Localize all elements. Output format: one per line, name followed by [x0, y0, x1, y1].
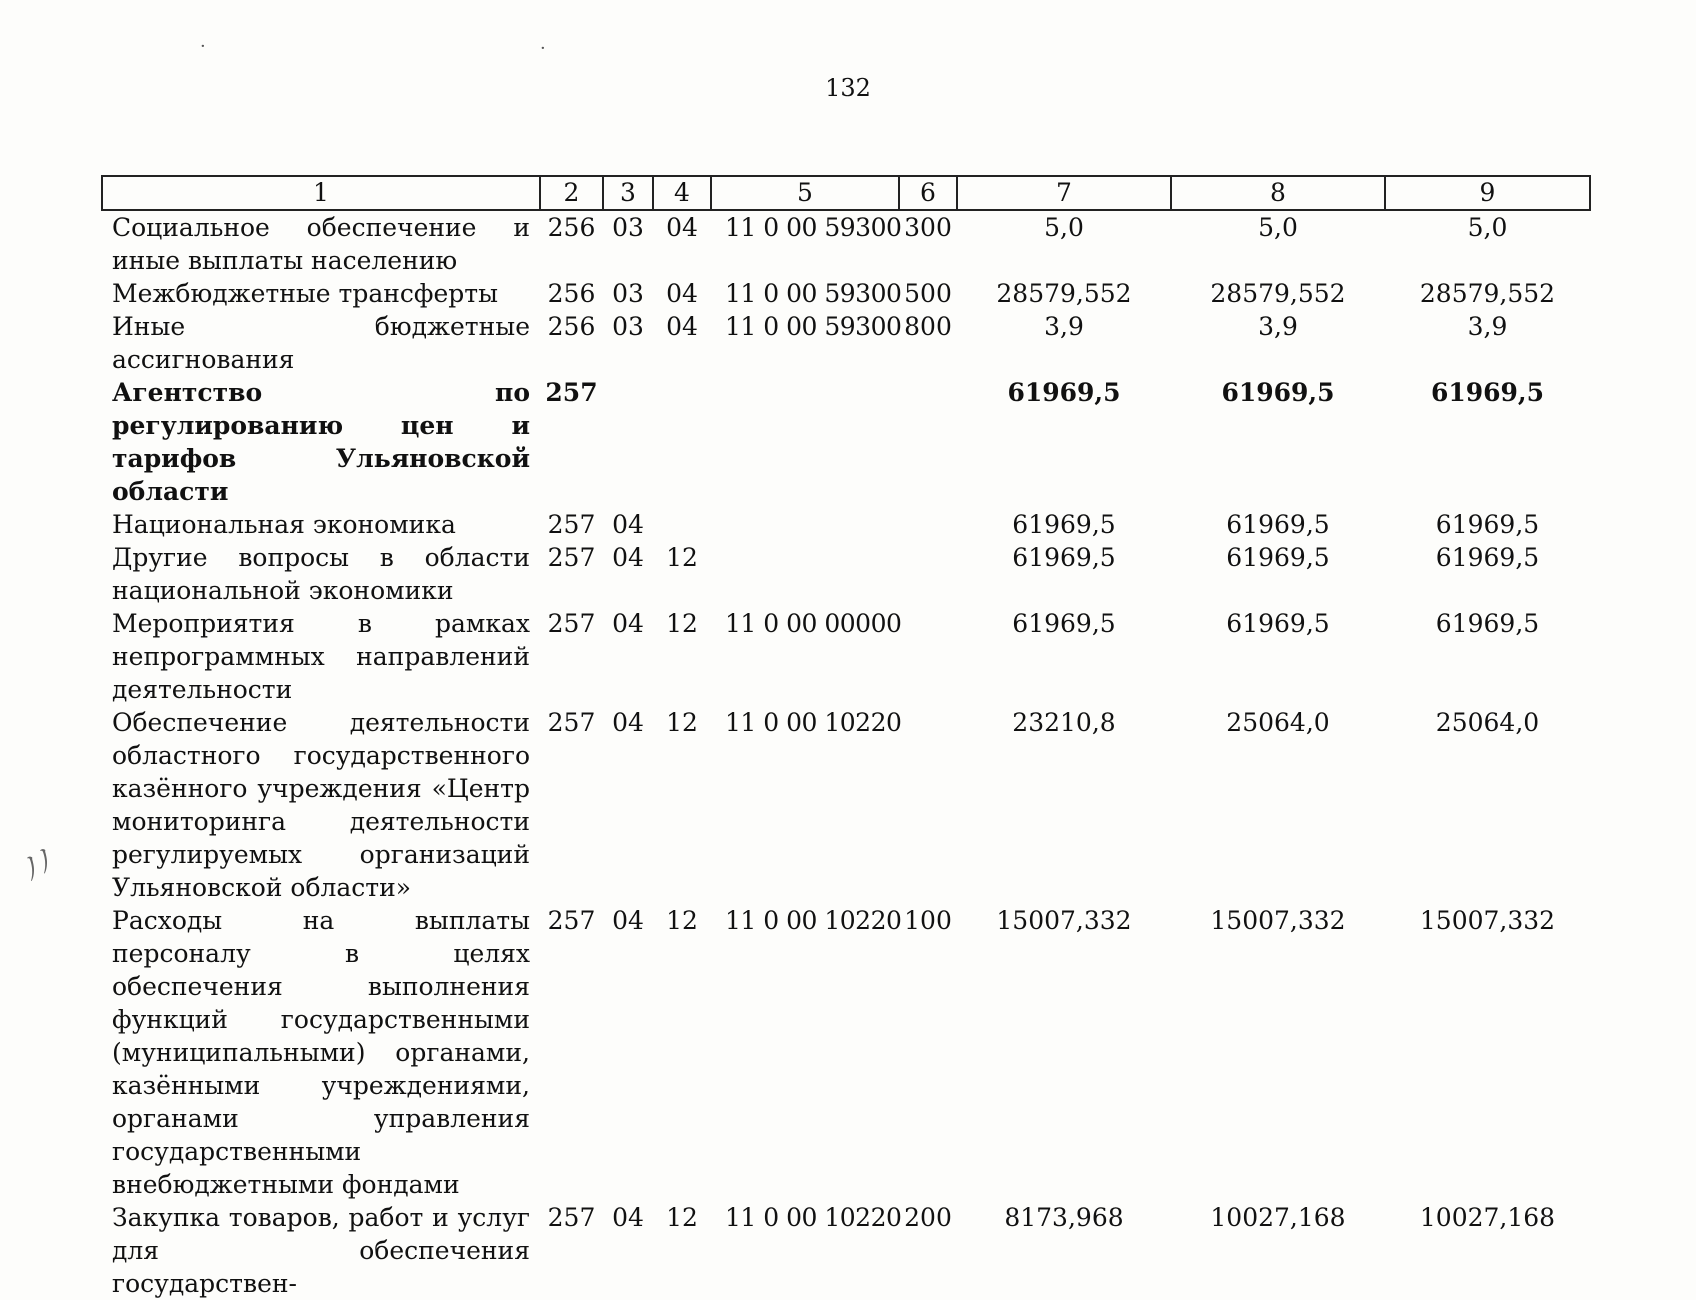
- amount-cell: 61969,5: [1226, 510, 1330, 539]
- page-number: 132: [825, 74, 871, 102]
- target-article-cell: 11 0 00 59300: [725, 213, 902, 242]
- code-cell: 257: [547, 609, 596, 638]
- table-row: [102, 607, 1590, 706]
- section-cell: [603, 376, 653, 508]
- section-cell: 04: [612, 609, 644, 638]
- amount-cell: 61969,5: [1435, 543, 1540, 572]
- code-cell: 256: [547, 213, 596, 242]
- column-header: 6: [899, 176, 957, 210]
- table-body: [102, 210, 1590, 1300]
- row-name-cell: Национальная экономика: [112, 510, 456, 539]
- subsection-cell: 12: [666, 708, 698, 737]
- subsection-cell: 04: [666, 279, 698, 308]
- column-header: 2: [540, 176, 603, 210]
- amount-cell: 61969,5: [1226, 609, 1330, 638]
- subsection-cell: 12: [666, 906, 698, 935]
- amount-cell: 28579,552: [996, 279, 1132, 308]
- table-row: [102, 1201, 1590, 1300]
- amount-cell: 23210,8: [1012, 708, 1116, 737]
- expense-type-cell: [899, 376, 957, 508]
- expense-type-cell: [899, 706, 957, 904]
- expense-type-cell: [899, 541, 957, 607]
- row-name-cell: Социальное обеспечение и иные выплаты населению: [112, 213, 530, 275]
- row-name-cell: Иные бюджетные ассигнования: [112, 312, 530, 374]
- amount-cell: 3,9: [1467, 312, 1508, 341]
- subsection-cell: 12: [666, 1203, 698, 1232]
- section-cell: 04: [612, 906, 644, 935]
- expense-type-cell: 100: [904, 906, 952, 935]
- column-header: 7: [957, 176, 1171, 210]
- code-cell: 257: [545, 378, 598, 407]
- section-cell: 03: [612, 312, 644, 341]
- table-row: [102, 376, 1590, 508]
- column-header: 9: [1385, 176, 1590, 210]
- amount-cell: 61969,5: [1012, 609, 1116, 638]
- handwritten-mark: ﾉﾉ: [17, 842, 61, 888]
- section-cell: 04: [612, 1203, 644, 1232]
- target-article-cell: [711, 508, 899, 541]
- scan-mark: ·: [200, 36, 206, 57]
- column-header: 4: [653, 176, 711, 210]
- table-row: [102, 904, 1590, 1201]
- section-cell: 04: [612, 708, 644, 737]
- row-name-cell: Агентство по регулированию цен и тарифов Ульяновской области: [112, 378, 530, 506]
- expense-type-cell: 500: [904, 279, 952, 308]
- code-cell: 257: [547, 543, 596, 572]
- expense-type-cell: [899, 508, 957, 541]
- budget-table: [101, 175, 1591, 1300]
- row-name-cell: Межбюджетные трансферты: [112, 279, 499, 308]
- code-cell: 257: [547, 1203, 596, 1232]
- amount-cell: 25064,0: [1435, 708, 1540, 737]
- amount-cell: 61969,5: [1435, 609, 1540, 638]
- target-article-cell: 11 0 00 10220: [725, 708, 902, 737]
- section-cell: 03: [612, 279, 644, 308]
- row-name-cell: Мероприятия в рамках непрограммных направлений деятельности: [112, 609, 530, 704]
- row-name-cell: Другие вопросы в области национальной экономики: [112, 543, 530, 605]
- amount-cell: 61969,5: [1007, 378, 1121, 407]
- amount-cell: 15007,332: [1210, 906, 1346, 935]
- table-row: [102, 210, 1590, 277]
- code-cell: 256: [547, 279, 596, 308]
- table-row: [102, 706, 1590, 904]
- target-article-cell: 11 0 00 59300: [725, 312, 902, 341]
- code-cell: 257: [547, 906, 596, 935]
- amount-cell: 5,0: [1258, 213, 1298, 242]
- amount-cell: 25064,0: [1226, 708, 1330, 737]
- amount-cell: 3,9: [1044, 312, 1084, 341]
- code-cell: 257: [547, 510, 596, 539]
- row-name-cell: Обеспечение деятельности областного государственного казённого учреждения «Центр мониторинга деятельности регулируемых организаций Ульяновской области»: [112, 708, 530, 902]
- expense-type-cell: 200: [904, 1203, 952, 1232]
- target-article-cell: 11 0 00 10220: [725, 906, 902, 935]
- header-row: [102, 176, 1590, 210]
- table-row: [102, 508, 1590, 541]
- amount-cell: 61969,5: [1430, 378, 1545, 407]
- section-cell: 04: [612, 543, 644, 572]
- subsection-cell: [653, 508, 711, 541]
- amount-cell: 10027,168: [1419, 1203, 1556, 1232]
- amount-cell: 5,0: [1044, 213, 1084, 242]
- expense-type-cell: 300: [904, 213, 952, 242]
- amount-cell: 5,0: [1467, 213, 1508, 242]
- column-header: 1: [102, 176, 540, 210]
- table-row: [102, 541, 1590, 607]
- amount-cell: 3,9: [1258, 312, 1298, 341]
- subsection-cell: 12: [666, 543, 698, 572]
- section-cell: 04: [612, 510, 644, 539]
- table-row: [102, 277, 1590, 310]
- subsection-cell: 12: [666, 609, 698, 638]
- subsection-cell: [653, 376, 711, 508]
- row-name-cell: Закупка товаров, работ и услуг для обеспечения государствен-: [112, 1203, 530, 1298]
- amount-cell: 10027,168: [1210, 1203, 1346, 1232]
- amount-cell: 61969,5: [1012, 510, 1116, 539]
- amount-cell: 8173,968: [1004, 1203, 1124, 1232]
- expense-type-cell: 800: [904, 312, 952, 341]
- target-article-cell: 11 0 00 00000: [725, 609, 902, 638]
- amount-cell: 15007,332: [996, 906, 1132, 935]
- target-article-cell: [711, 376, 899, 508]
- code-cell: 257: [547, 708, 596, 737]
- target-article-cell: [711, 541, 899, 607]
- amount-cell: 28579,552: [1419, 279, 1556, 308]
- expense-type-cell: [899, 607, 957, 706]
- column-header: 5: [711, 176, 899, 210]
- subsection-cell: 04: [666, 312, 698, 341]
- code-cell: 256: [547, 312, 596, 341]
- amount-cell: 61969,5: [1221, 378, 1335, 407]
- amount-cell: 61969,5: [1226, 543, 1330, 572]
- section-cell: 03: [612, 213, 644, 242]
- amount-cell: 15007,332: [1419, 906, 1556, 935]
- column-header: 8: [1171, 176, 1385, 210]
- amount-cell: 61969,5: [1435, 510, 1540, 539]
- scan-mark: ·: [540, 38, 546, 59]
- table-row: [102, 310, 1590, 376]
- row-name-cell: Расходы на выплаты персоналу в целях обеспечения выполнения функций государственными (муниципальными) органами, казёнными учреждениями, органами управления государственными внебюджетными фондами: [112, 906, 530, 1199]
- target-article-cell: 11 0 00 59300: [725, 279, 902, 308]
- column-header: 3: [603, 176, 653, 210]
- subsection-cell: 04: [666, 213, 698, 242]
- amount-cell: 28579,552: [1210, 279, 1346, 308]
- amount-cell: 61969,5: [1012, 543, 1116, 572]
- target-article-cell: 11 0 00 10220: [725, 1203, 902, 1232]
